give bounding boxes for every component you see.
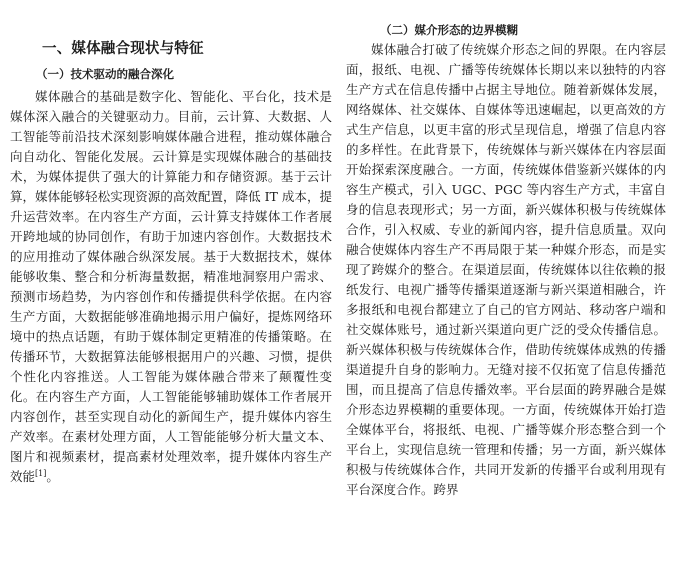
subsection-title-tech-driven: （一）技术驱动的融合深化	[36, 67, 174, 81]
section-title: 一、媒体融合现状与特征	[42, 41, 204, 57]
paragraph-text: 媒体融合打破了传统媒介形态之间的界限。在内容层面，报纸、电视、广播等传统媒体长期以来以独特的内容生产方式在信息传播中占据主导地位。随着新媒体发展，网络媒体、社交媒体、自媒体等迅速崛起，以更高效的方式生产信息，以更丰富的形式呈现信息，增强了信息内容的多样性。在此背景下，传统媒体与新兴媒体在内容层面开始探索深度融合。一方面，传统媒体借鉴新兴媒体的内容生产模式，引入 UGC、PGC 等内容生产方式，丰富自身的信息表现形式；另一方面，新兴媒体积极与传统媒体合作，引入权威、专业的新闻内容，提升信息质量。双向融合使媒体内容生产不再局限于某一种媒介形态，而是实现了跨媒介的整合。在渠道层面，传统媒体以往依赖的报纸发行、电视广播等传播渠道逐渐与新兴渠道相融合，许多报纸和电视台都建立了自己的官方网站、移动客户端和社交媒体账号，通过新兴渠道向更广泛的受众传播信息。新兴媒体积极与传统媒体合作，借助传统媒体成熟的传播渠道提升自身的影响力。无缝对接不仅拓宽了信息传播范围，而且提高了信息传播效率。平台层面的跨界融合是媒介形态边界模糊的重要体现。一方面，传统媒体开始打造全媒体平台，将报纸、电视、广播等媒介形态整合到一个平台上，实现信息统一管理和传播；另一方面，新兴媒体积极与传统媒体合作，共同开发新的传播平台或利用现有平台深度合作。跨界	[346, 42, 666, 497]
subsection-title-media-forms: （二）媒介形态的边界模糊	[380, 23, 518, 37]
paragraph-media-forms	[346, 40, 666, 500]
citation-marker[interactable]: [1]	[35, 468, 47, 478]
paragraph-text: 媒体融合的基础是数字化、智能化、平台化，技术是媒体深入融合的关键驱动力。目前，云计算、大数据、人工智能等前沿技术深刻影响媒体融合进程，推动媒体融合向自动化、智能化发展。云计算是实现媒体融合的基础技术，为媒体提供了强大的计算能力和存储资源。基于云计算，媒体能够轻松实现资源的高效配置，降低 IT 成本，提升运营效率。在内容生产方面，云计算支持媒体工作者展开跨地域的协同创作，有助于加速内容创作。大数据技术的应用推动了媒体融合纵深发展。基于大数据技术，媒体能够收集、整合和分析海量数据，精准地洞察用户需求、预测市场趋势，为内容创作和传播提供科学依据。在内容生产方面，大数据能够准确地揭示用户偏好，提炼网络环境中的热点话题，有助于媒体制定更精准的传播策略。在传播环节，大数据算法能够根据用户的兴趣、习惯，提供个性化内容推送。人工智能为媒体融合带来了颠覆性变化。在内容生产方面，人工智能能够辅助媒体工作者展开内容创作，甚至实现自动化的新闻生产，提升媒体内容生产效率。在素材处理方面，人工智能能够分析大量文本、图片和视频素材，提高素材处理效率，提升媒体内容生产效能	[10, 89, 332, 484]
paragraph-tech-driven	[10, 87, 332, 487]
paragraph-end: 。	[46, 469, 59, 484]
